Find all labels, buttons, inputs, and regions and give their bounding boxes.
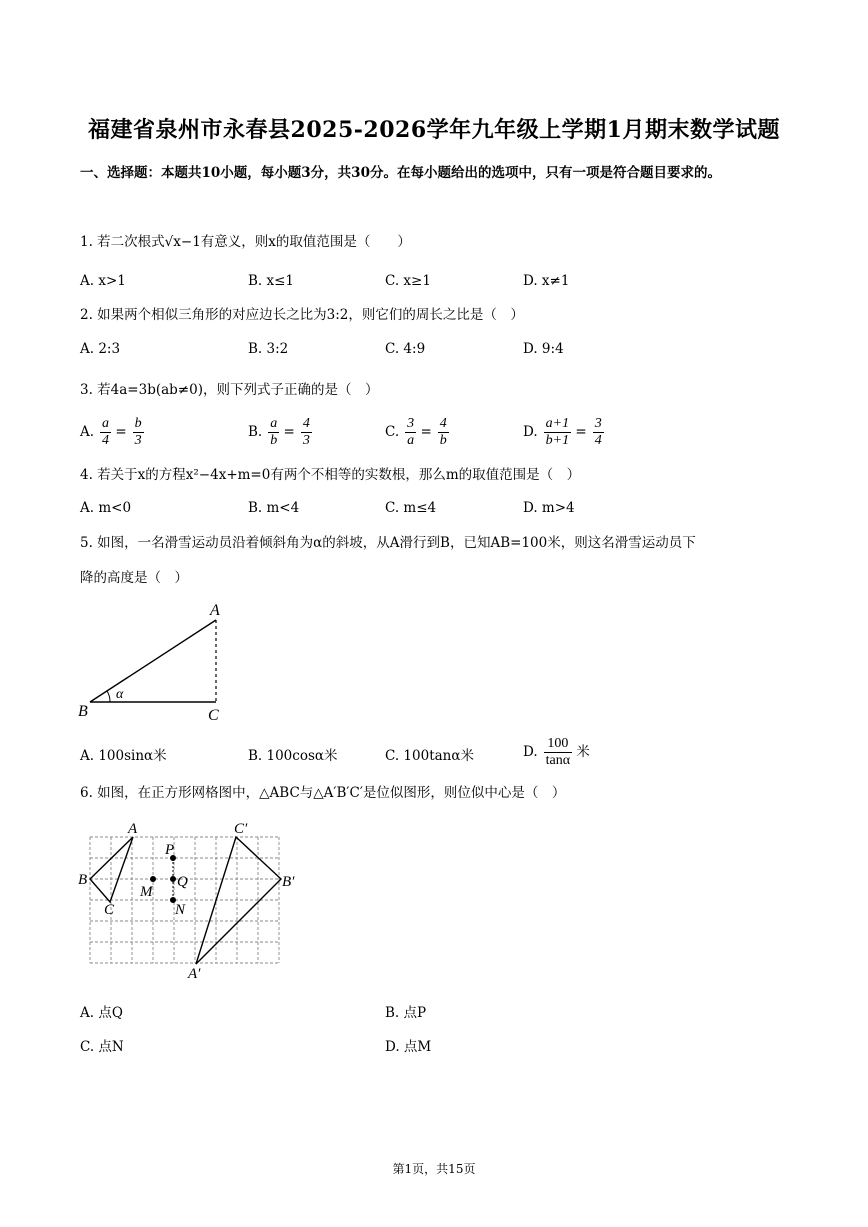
frac-den: 3 <box>302 433 310 448</box>
frac-num: a+1 <box>545 416 570 431</box>
label-b-prime: B′ <box>282 874 295 890</box>
label-b: B <box>78 703 88 720</box>
q5-option-b[interactable]: B. 100cosα米 <box>248 748 338 764</box>
point-m-dot <box>150 876 156 882</box>
q3-d-letter: D. <box>523 424 538 440</box>
label-c: C <box>208 707 219 724</box>
frac-den: 4 <box>594 433 602 448</box>
label-a: A <box>210 602 220 619</box>
slope-line-ab <box>90 620 216 702</box>
frac-num: a <box>102 416 110 431</box>
q5-d-letter: D. <box>523 744 538 760</box>
q3-d-frac-right <box>593 416 604 449</box>
q3-b-letter: B. <box>248 424 263 440</box>
frac-den: tanα <box>545 753 571 768</box>
q3-b-frac-left <box>268 416 279 449</box>
frac-den: 3 <box>134 433 142 448</box>
label-c: C <box>104 902 115 918</box>
point-q-dot <box>170 876 176 882</box>
frac-den: a <box>407 433 415 448</box>
angle-arc <box>107 691 110 702</box>
equals-sign: = <box>575 424 587 440</box>
frac-den: b <box>439 433 447 448</box>
question-1-options <box>80 273 800 297</box>
question-6-options-row1 <box>80 1001 800 1025</box>
question-2-options <box>80 341 800 365</box>
label-alpha: α <box>116 687 124 702</box>
q3-option-c[interactable] <box>385 416 449 449</box>
q1-option-a[interactable]: A. x>1 <box>80 273 126 289</box>
q1-option-c[interactable]: C. x≥1 <box>385 273 431 289</box>
q4-option-a[interactable]: A. m<0 <box>80 500 132 516</box>
label-a-prime: A′ <box>188 966 201 982</box>
question-5-stem-line1: 5. 如图，一名滑雪运动员沿着倾斜角为α的斜坡，从A滑行到B，已知AB=100米，则这名滑雪运动员下 <box>80 535 696 551</box>
page-footer: 第1页，共15页 <box>392 1162 476 1176</box>
label-a: A <box>128 821 138 837</box>
homothety-grid-figure <box>76 818 298 984</box>
label-c-prime: C′ <box>234 821 248 837</box>
q3-c-frac-left <box>405 416 416 449</box>
frac-num: a <box>270 416 278 431</box>
q1-option-b[interactable]: B. x≤1 <box>248 273 295 289</box>
equals-sign: = <box>115 424 127 440</box>
question-3-stem: 3. 若4a=3b(ab≠0)，则下列式子正确的是（ ） <box>80 382 379 398</box>
frac-num: 3 <box>594 416 602 431</box>
unit-label: 米 <box>576 744 590 760</box>
q2-option-c[interactable]: C. 4:9 <box>385 341 426 357</box>
question-2-stem: 2. 如果两个相似三角形的对应边长之比为3:2，则它们的周长之比是（ ） <box>80 307 524 323</box>
frac-den: b+1 <box>545 433 570 448</box>
frac-num: 4 <box>439 416 447 431</box>
q3-a-frac-right <box>133 416 144 449</box>
q5-option-c[interactable]: C. 100tanα米 <box>385 748 474 764</box>
triangle-a2b2c2 <box>196 837 281 964</box>
frac-num: b <box>134 416 142 431</box>
question-6-options-row2 <box>80 1035 800 1059</box>
q3-c-letter: C. <box>385 424 400 440</box>
page-title: 福建省泉州市永春县2025-2026学年九年级上学期1月期末数学试题 <box>88 117 780 143</box>
q3-b-frac-right <box>301 416 312 449</box>
q3-d-frac-left <box>544 416 571 449</box>
square-grid <box>90 837 279 963</box>
q3-c-frac-right <box>438 416 449 449</box>
question-4-options <box>80 500 800 524</box>
q3-option-d[interactable] <box>523 416 604 449</box>
q4-option-d[interactable]: D. m>4 <box>523 500 575 516</box>
q6-option-c[interactable]: C. 点N <box>80 1039 124 1055</box>
label-b: B <box>78 872 88 888</box>
label-p: P <box>165 842 175 858</box>
label-m: M <box>140 884 153 900</box>
question-3-options <box>80 416 800 456</box>
question-4-stem: 4. 若关于x的方程x²−4x+m=0有两个不相等的实数根，那么m的取值范围是（ ） <box>80 467 581 483</box>
label-n: N <box>175 902 186 918</box>
q6-option-b[interactable]: B. 点P <box>385 1005 427 1021</box>
question-1-stem: 1. 若二次根式√x−1有意义，则x的取值范围是（ ） <box>80 234 411 250</box>
q3-a-letter: A. <box>80 424 95 440</box>
question-6-stem: 6. 如图，在正方形网格图中，△ABC与△A′B′C′是位似图形，则位似中心是（ ） <box>80 785 566 801</box>
question-5-options <box>80 736 800 776</box>
q1-option-d[interactable]: D. x≠1 <box>523 273 570 289</box>
frac-num: 100 <box>544 736 572 753</box>
question-5-stem-line2: 降的高度是（ ） <box>80 570 188 586</box>
q2-option-b[interactable]: B. 3:2 <box>248 341 289 357</box>
q2-option-d[interactable]: D. 9:4 <box>523 341 564 357</box>
slope-triangle-figure <box>76 598 236 726</box>
q3-option-b[interactable] <box>248 416 312 449</box>
section-heading: 一、选择题：本题共10小题，每小题3分，共30分。在每小题给出的选项中，只有一项是符合题目要求的。 <box>80 165 721 181</box>
triangle-abc <box>90 837 133 902</box>
q4-option-c[interactable]: C. m≤4 <box>385 500 437 516</box>
label-q: Q <box>177 874 188 890</box>
frac-num: 4 <box>302 416 310 431</box>
q3-a-frac-left <box>100 416 111 449</box>
q5-d-frac <box>544 736 572 769</box>
q5-option-d[interactable] <box>523 736 590 769</box>
frac-den: 4 <box>102 433 110 448</box>
equals-sign: = <box>420 424 432 440</box>
q2-option-a[interactable]: A. 2:3 <box>80 341 121 357</box>
q5-option-a[interactable]: A. 100sinα米 <box>80 748 167 764</box>
q4-option-b[interactable]: B. m<4 <box>248 500 300 516</box>
q6-option-d[interactable]: D. 点M <box>385 1039 432 1055</box>
q6-option-a[interactable]: A. 点Q <box>80 1005 123 1021</box>
equals-sign: = <box>283 424 295 440</box>
q3-option-a[interactable] <box>80 416 144 449</box>
frac-num: 3 <box>407 416 415 431</box>
frac-den: b <box>270 433 278 448</box>
